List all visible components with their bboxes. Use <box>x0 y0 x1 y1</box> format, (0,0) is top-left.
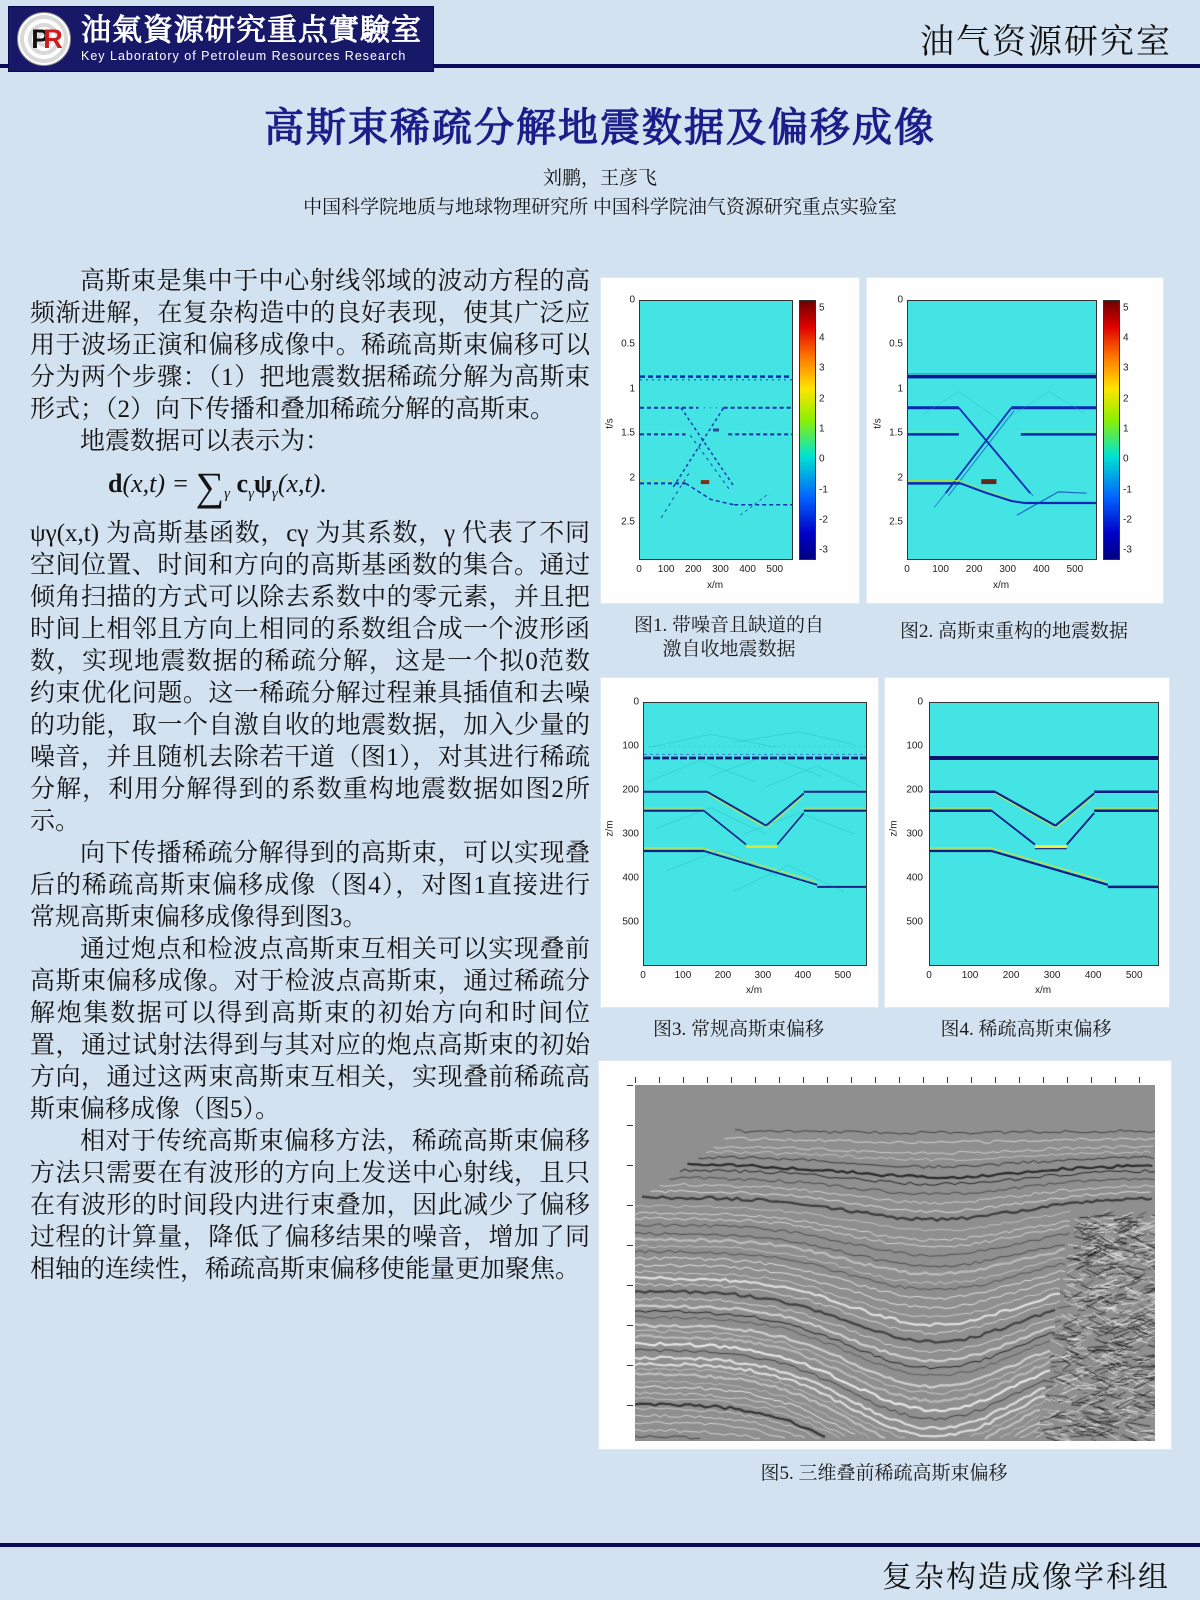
logo-letter-p: P <box>31 23 44 54</box>
formula-psi-sub: γ <box>271 486 278 503</box>
figure1-x-ticks: 0 100 200 300 400 500 <box>636 564 784 575</box>
figure1-caption <box>600 614 858 662</box>
figure5-image <box>635 1085 1155 1441</box>
figure4-panel <box>884 677 1170 1008</box>
figure3-x-label: x/m <box>745 985 763 996</box>
figure5-panel <box>598 1060 1172 1450</box>
figure4-x-label: x/m <box>1034 985 1052 996</box>
formula-psi: ψ <box>254 469 272 498</box>
figure1-colorbar-ticks: 5 4 3 2 1 0 -1 -2 -3 <box>819 302 828 556</box>
figure2-colorbar-ticks: 5 4 3 2 1 0 -1 -2 -3 <box>1123 302 1132 556</box>
formula-sigma: ∑ <box>195 464 225 509</box>
figure2-x-label: x/m <box>992 580 1010 591</box>
figure1-x-label: x/m <box>706 580 724 591</box>
figure3-caption: 图3. 常规高斯束偏移 <box>652 1019 824 1040</box>
lab-banner <box>8 6 434 72</box>
footer-rule <box>0 1543 1200 1547</box>
figure4-y-ticks: 0 100 200 300 400 500 <box>906 696 923 928</box>
figure4-plot <box>929 702 1159 966</box>
figure2-caption: 图2. 高斯束重构的地震数据 <box>899 621 1128 642</box>
figure1-y-ticks: 0 0.5 1 1.5 2 2.5 <box>621 294 635 528</box>
seismic-data-formula <box>30 464 590 510</box>
figure5-left-axis-ticks <box>627 1085 633 1441</box>
formula-lhs-args: (x,t) <box>122 469 166 498</box>
figure2-x-ticks: 0 100 200 300 400 500 <box>904 564 1084 575</box>
figure1-colorbar <box>799 300 816 560</box>
figure3-y-label: z/m <box>604 820 616 837</box>
formula-rhs-args: (x,t). <box>277 469 327 498</box>
figure1-panel <box>600 277 860 604</box>
authors: 刘鹏，王彦飞 <box>542 168 657 189</box>
formula-d: d <box>108 469 123 498</box>
figure3-y-ticks: 0 100 200 300 400 500 <box>622 696 639 928</box>
paragraph-3: ψγ(x,t) 为高斯基函数，cγ 为其系数，γ 代表了不同空间位置、时间和方向的高斯基函数的集合。通过倾角扫描的方式可以除去系数中的零元素，并且把时间上相邻且方向上相同的系数组合成一个波形函数，实现地震数据的稀疏分解，这是一个拟0范数约束优化问题。这一稀疏分解过程兼具插值和去噪的功能，取一个自激自收的地震数据，加入少量的噪音，并且随机去除若干道（图1），对其进行稀疏分解，利用分解得到的系数重构地震数据如图2所示。 <box>30 520 590 836</box>
formula-c-sub: γ <box>248 486 255 503</box>
paragraph-4: 向下传播稀疏分解得到的高斯束，可以实现叠后的稀疏高斯束偏移成像（图4），对图1直接进行常规高斯束偏移成像得到图3。 <box>30 840 590 932</box>
paragraph-5: 通过炮点和检波点高斯束互相关可以实现叠前高斯束偏移成像。对于检波点高斯束，通过稀疏分解炮集数据可以得到高斯束的初始方向和时间位置，通过试射法得到与其对应的炮点高斯束的初始方向，通过这两束高斯束互相关，实现叠前稀疏高斯束偏移成像（图5）。 <box>30 936 590 1124</box>
paragraph-6: 相对于传统高斯束偏移方法，稀疏高斯束偏移方法只需要在有波形的方向上发送中心射线，且只在有波形的时间段内进行束叠加，因此减少了偏移过程的计算量，降低了偏移结果的噪音，增加了同相轴的连续性，稀疏高斯束偏移使能量更加聚焦。 <box>30 1128 590 1284</box>
figure3-seismic-events <box>644 703 866 965</box>
figure5-caption: 图5. 三维叠前稀疏高斯束偏移 <box>760 1463 1008 1484</box>
paragraph-1: 高斯束是集中于中心射线邻域的波动方程的高频渐进解，在复杂构造中的良好表现，使其广泛应用于波场正演和偏移成像中。稀疏高斯束偏移可以分为两个步骤：（1）把地震数据稀疏分解为高斯束形式；（2）向下传播和叠加稀疏分解的高斯束。 <box>30 268 590 423</box>
pr-logo-letters <box>31 24 57 55</box>
formula-c: c <box>236 469 249 498</box>
figure4-y-label: z/m <box>888 820 900 837</box>
figure4-x-ticks: 0 100 200 300 400 500 <box>926 970 1143 981</box>
figure1-y-label: t/s <box>604 418 616 429</box>
pr-logo <box>17 12 71 66</box>
figure4-caption: 图4. 稀疏高斯束偏移 <box>940 1019 1112 1040</box>
figure3-x-ticks: 0 100 200 300 400 500 <box>640 970 852 981</box>
figure2-colorbar <box>1103 300 1120 560</box>
figure3-plot <box>643 702 867 966</box>
figure2-plot <box>907 300 1097 560</box>
banner-en-title: Key Laboratory of Petroleum Resources Research <box>81 49 407 63</box>
figure5-top-axis-ticks <box>635 1077 1155 1083</box>
figure2-panel <box>866 277 1164 604</box>
formula-sigma-sub: γ <box>224 486 231 503</box>
affiliation: 中国科学院地质与地球物理研究所 中国科学院油气资源研究重点实验室 <box>303 197 897 218</box>
footer-group-name: 复杂构造成像学科组 <box>882 1561 1170 1594</box>
banner-cn-title: 油氣資源研究重点實驗室 <box>81 13 422 48</box>
figure1-caption-line2: 激自收地震数据 <box>662 639 796 660</box>
figure1-seismic-events <box>640 301 792 559</box>
figure1-caption-line1: 图1. 带噪音且缺道的自 <box>633 615 824 636</box>
figure2-y-label: t/s <box>872 418 884 429</box>
paragraph-2: 地震数据可以表示为： <box>80 428 331 455</box>
poster-title: 高斯束稀疏分解地震数据及偏移成像 <box>264 105 936 150</box>
figure4-seismic-events <box>930 703 1158 965</box>
logo-letter-r: R <box>43 23 57 54</box>
body-text-column <box>30 266 590 1286</box>
figure2-seismic-events <box>908 301 1096 559</box>
formula-eq: = <box>171 469 190 498</box>
figure2-y-ticks: 0 0.5 1 1.5 2 2.5 <box>889 294 903 528</box>
header-right-title: 油气资源研究室 <box>920 23 1172 61</box>
figure1-plot <box>639 300 793 560</box>
figure3-panel <box>600 677 879 1008</box>
